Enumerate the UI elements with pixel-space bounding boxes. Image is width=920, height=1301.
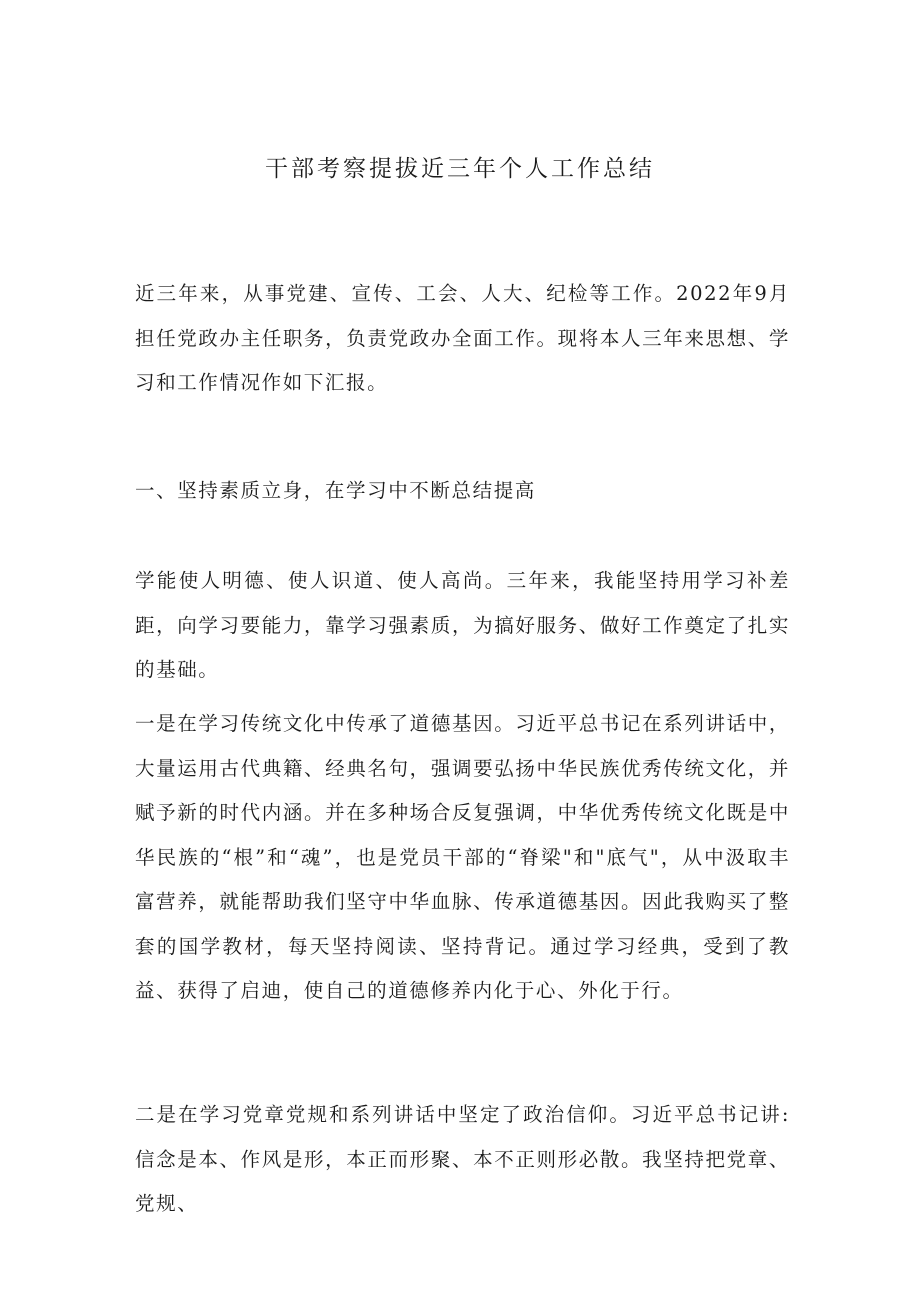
section-heading-1: 一、坚持素质立身，在学习中不断总结提高 bbox=[135, 479, 536, 502]
study-paragraph: 学能使人明德、使人识道、使人高尚。三年来，我能坚持用学习补差距，向学习要能力，靠学习强素质，为搞好服务、做好工作奠定了扎实的基础。 bbox=[135, 569, 790, 681]
point-two-paragraph: 二是在学习党章党规和系列讲话中坚定了政治信仰。习近平总书记讲:信念是本、作风是形，本正而形聚、本不正则形必散。我坚持把党章、党规、 bbox=[135, 1103, 790, 1215]
document-title: 干部考察提拔近三年个人工作总结 bbox=[265, 156, 655, 182]
point-one-paragraph: 一是在学习传统文化中传承了道德基因。习近平总书记在系列讲话中，大量运用古代典籍、经典名句，强调要弘扬中华民族优秀传统文化，并赋予新的时代内涵。并在多种场合反复强调，中华优秀传统文化既是中华民族的“根”和“魂”，也是党员干部的“脊梁"和"底气"，从中汲取丰富营养，就能帮助我们坚守中华血脉、传承道德基因。因此我购买了整套的国学教材，每天坚持阅读、坚持背记。通过学习经典，受到了教益、获得了启迪，使自己的道德修养内化于心、外化于行。 bbox=[135, 712, 790, 1002]
intro-paragraph: 近三年来，从事党建、宣传、工会、人大、纪检等工作。2022年9月担任党政办主任职务，负责党政办全面工作。现将本人三年来思想、学习和工作情况作如下汇报。 bbox=[135, 282, 790, 394]
